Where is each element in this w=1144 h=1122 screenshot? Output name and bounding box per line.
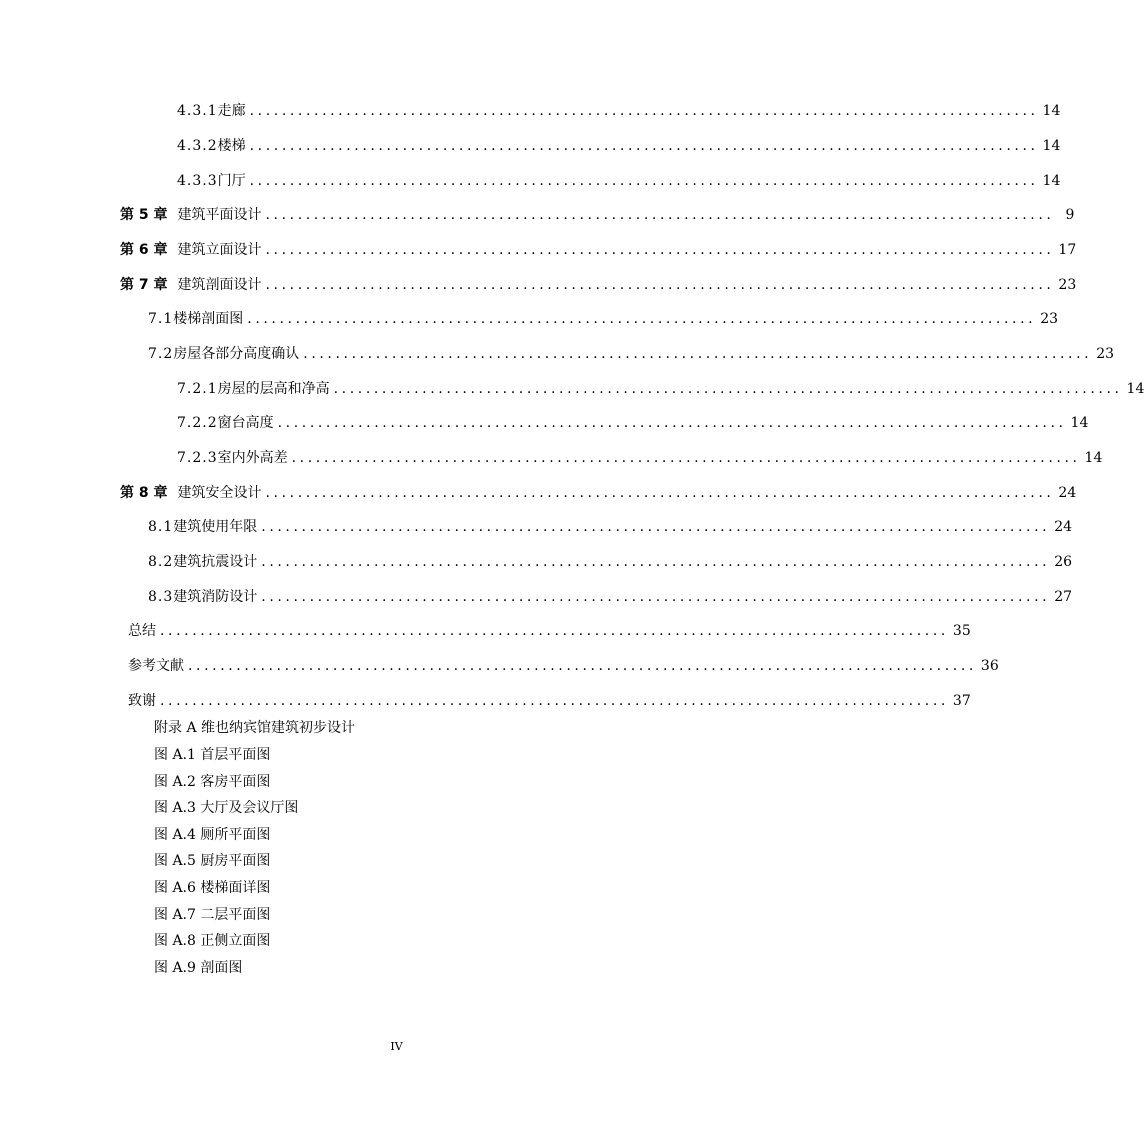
toc-entry-acknowledgements[interactable] [128, 691, 971, 711]
leader-dots: .................................................................................................. [277, 415, 1067, 431]
toc-entry-references[interactable] [128, 656, 999, 676]
appendix-item: 图 A.5 厨房平面图 [154, 853, 271, 869]
toc-entry-page: 14 [1042, 173, 1061, 189]
toc-entry-title: 楼梯剖面图 [173, 311, 244, 327]
toc-entry-title: 建筑安全设计 [177, 485, 262, 501]
toc-entry-number: 4.3.3 [177, 173, 218, 189]
toc-entry-7-2-2[interactable] [177, 413, 1089, 433]
toc-entry-page: 35 [952, 623, 971, 639]
leader-dots: .................................................................................................. [261, 554, 1051, 570]
toc-entry-number: 7.2.2 [177, 415, 218, 431]
toc-entry-page: 14 [1042, 103, 1061, 119]
toc-entry-title: 楼梯 [217, 138, 246, 154]
toc-entry-number: 4.3.1 [177, 103, 218, 119]
toc-entry-7-1[interactable] [148, 309, 1059, 329]
appendix-item: 图 A.2 客房平面图 [154, 774, 271, 790]
toc-entry-8-1[interactable] [148, 517, 1073, 537]
toc-entry-page: 14 [1084, 450, 1103, 466]
toc-chapter-7[interactable] [120, 275, 1077, 295]
toc-entry-number: 8.3 [148, 589, 174, 605]
appendix-item: 图 A.4 厕所平面图 [154, 827, 271, 843]
toc-entry-8-2[interactable] [148, 552, 1073, 572]
toc-entry-title: 建筑使用年限 [173, 519, 258, 535]
leader-dots: .................................................................................................. [249, 138, 1039, 154]
leader-dots: .................................................................................................. [249, 103, 1039, 119]
leader-dots: .................................................................................................. [303, 346, 1093, 362]
toc-entry-title: 总结 [128, 623, 156, 639]
toc-entry-title: 致谢 [128, 693, 156, 709]
toc-chapter-6[interactable] [120, 240, 1077, 260]
leader-dots: .................................................................................................. [333, 381, 1123, 397]
toc-chapter-8[interactable] [120, 483, 1077, 503]
toc-entry-title: 房屋各部分高度确认 [173, 346, 300, 362]
leader-dots: .................................................................................................. [265, 207, 1055, 223]
toc-entry-page: 23 [1040, 311, 1059, 327]
leader-dots: .................................................................................................. [265, 277, 1055, 293]
leader-dots: .................................................................................................. [291, 450, 1081, 466]
toc-entry-page: 37 [952, 693, 971, 709]
toc-entry-number: 7.2 [148, 346, 174, 362]
toc-entry-title: 走廊 [217, 103, 246, 119]
toc-entry-4-3-2[interactable] [177, 136, 1061, 156]
toc-entry-page: 9 [1065, 207, 1075, 223]
toc-entry-7-2-3[interactable] [177, 448, 1103, 468]
toc-entry-number: 8.1 [148, 519, 174, 535]
toc-entry-title: 建筑立面设计 [177, 242, 262, 258]
appendix-item: 图 A.6 楼梯面详图 [154, 880, 271, 896]
leader-dots: .................................................................................................. [261, 519, 1051, 535]
leader-dots: .................................................................................................. [160, 693, 949, 709]
leader-dots: .................................................................................................. [265, 485, 1055, 501]
toc-entry-page: 36 [980, 658, 999, 674]
appendix-item: 图 A.9 剖面图 [154, 960, 243, 976]
toc-entry-title: 参考文献 [128, 658, 184, 674]
toc-entry-number: 7.2.3 [177, 450, 218, 466]
toc-entry-number: 7.1 [148, 311, 174, 327]
toc-entry-title: 门厅 [217, 173, 246, 189]
toc-entry-title: 建筑剖面设计 [177, 277, 262, 293]
appendix-item: 图 A.7 二层平面图 [154, 907, 271, 923]
leader-dots: .................................................................................................. [261, 589, 1051, 605]
toc-entry-4-3-1[interactable] [177, 101, 1061, 121]
toc-entry-page: 14 [1042, 138, 1061, 154]
chapter-label: 第 5 章 [120, 207, 168, 223]
toc-entry-page: 17 [1058, 242, 1077, 258]
toc-entry-number: 4.3.2 [177, 138, 218, 154]
toc-entry-number: 8.2 [148, 554, 174, 570]
toc-entry-8-3[interactable] [148, 587, 1073, 607]
toc-entry-title: 建筑消防设计 [173, 589, 258, 605]
toc-entry-title: 室内外高差 [217, 450, 288, 466]
toc-entry-page: 23 [1096, 346, 1115, 362]
toc-chapter-5[interactable] [120, 205, 1075, 225]
toc-entry-page: 23 [1058, 277, 1077, 293]
leader-dots: .................................................................................................. [160, 623, 949, 639]
leader-dots: .................................................................................................. [265, 242, 1055, 258]
toc-entry-7-2-1[interactable] [177, 379, 1144, 399]
chapter-label: 第 6 章 [120, 242, 168, 258]
toc-entry-4-3-3[interactable] [177, 171, 1061, 191]
appendix-item: 图 A.1 首层平面图 [154, 747, 271, 763]
toc-entry-number: 7.2.1 [177, 381, 218, 397]
chapter-label: 第 8 章 [120, 485, 168, 501]
toc-entry-page: 27 [1054, 589, 1073, 605]
toc-entry-title: 建筑抗震设计 [173, 554, 258, 570]
leader-dots: .................................................................................................. [188, 658, 977, 674]
toc-entry-page: 24 [1058, 485, 1077, 501]
toc-entry-page: 26 [1054, 554, 1073, 570]
chapter-label: 第 7 章 [120, 277, 168, 293]
toc-entry-title: 窗台高度 [217, 415, 274, 431]
appendix-item: 图 A.8 正侧立面图 [154, 933, 271, 949]
leader-dots: .................................................................................................. [249, 173, 1039, 189]
toc-entry-title: 房屋的层高和净高 [217, 381, 330, 397]
toc-entry-page: 14 [1126, 381, 1144, 397]
toc-entry-page: 14 [1070, 415, 1089, 431]
appendix-item: 图 A.3 大厅及会议厅图 [154, 800, 299, 816]
leader-dots: .................................................................................................. [247, 311, 1037, 327]
toc-entry-title: 建筑平面设计 [177, 207, 262, 223]
appendix-title: 附录 A 维也纳宾馆建筑初步设计 [154, 720, 356, 736]
toc-entry-summary[interactable] [128, 621, 971, 641]
toc-entry-page: 24 [1054, 519, 1073, 535]
toc-entry-7-2[interactable] [148, 344, 1115, 364]
page-number: IV [390, 1040, 403, 1053]
